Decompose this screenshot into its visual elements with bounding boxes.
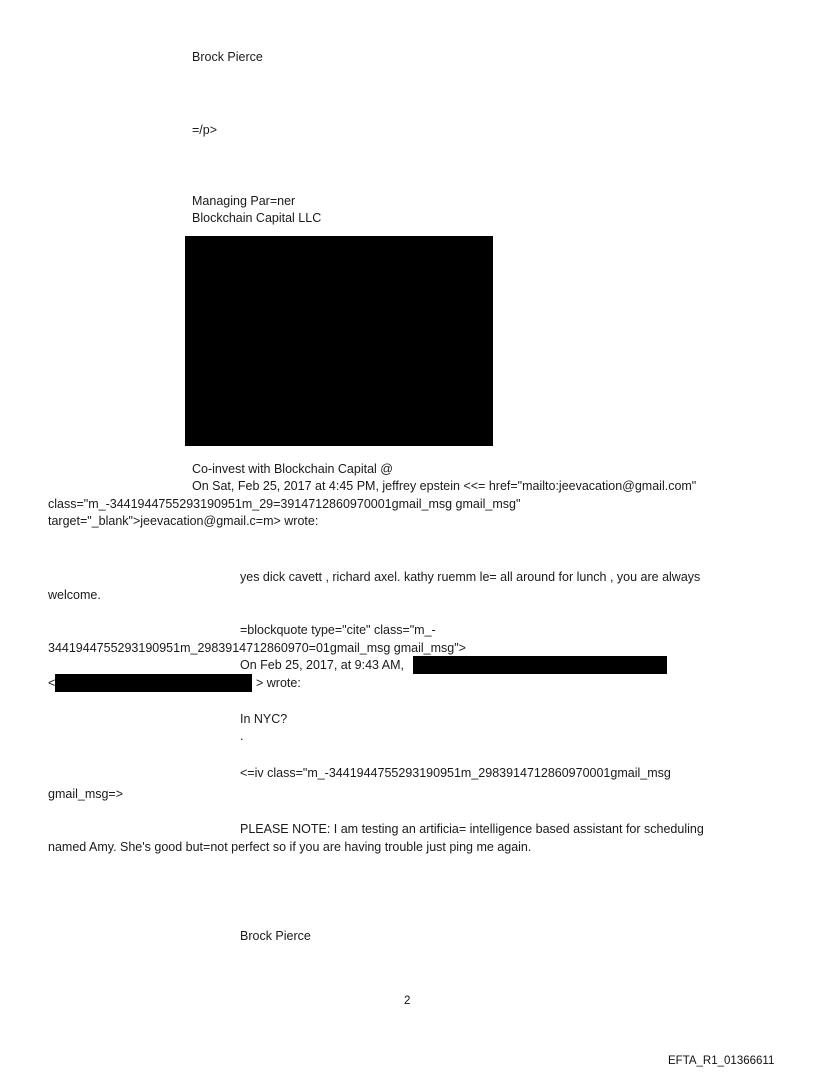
blockquote-artifact-line: 3441944755293190951m_2983914712860970=01gmail_msg gmail_msg"> [48, 641, 466, 655]
reply-text-line: welcome. [48, 588, 101, 602]
redaction-block-image [185, 236, 493, 446]
div-artifact-line: gmail_msg=> [48, 787, 124, 801]
quote-header-line: On Sat, Feb 25, 2017 at 4:45 PM, jeffrey epstein <<= href="mailto:jeevacation@gmail.com" [192, 479, 697, 493]
signature-title: Managing Par=ner [192, 194, 296, 208]
page-number: 2 [404, 995, 411, 1007]
redaction-block-email [55, 674, 252, 692]
quote-header-line: class="m_-3441944755293190951m_29=3914712860970001gmail_msg gmail_msg" [48, 497, 521, 511]
message-dot: . [240, 729, 244, 743]
signature-name: Brock Pierce [192, 50, 263, 64]
quote-date-line: On Feb 25, 2017, at 9:43 AM, [240, 658, 404, 672]
html-artifact-text: =/p> [192, 123, 218, 137]
email-open-bracket: < [48, 676, 56, 690]
message-text: In NYC? [240, 712, 288, 726]
bates-number: EFTA_R1_01366611 [668, 1055, 775, 1067]
blockquote-artifact-line: =blockquote type="cite" class="m_- [240, 623, 436, 637]
signature-name: Brock Pierce [240, 929, 311, 943]
reply-text-line: yes dick cavett , richard axel. kathy ruemm le= all around for lunch , you are always [240, 570, 701, 584]
coinvest-line: Co-invest with Blockchain Capital @ [192, 462, 393, 476]
wrote-text: > wrote: [256, 676, 301, 690]
signature-company: Blockchain Capital LLC [192, 211, 322, 225]
redaction-block-sender [413, 656, 667, 674]
div-artifact-line: <=iv class="m_-3441944755293190951m_2983914712860970001gmail_msg [240, 766, 671, 780]
note-text-line: PLEASE NOTE: I am testing an artificia= intelligence based assistant for scheduling [240, 822, 704, 836]
quote-header-line: target="_blank">jeevacation@gmail.c=m> wrote: [48, 514, 319, 528]
note-text-line: named Amy. She's good but=not perfect so if you are having trouble just ping me again. [48, 840, 532, 854]
